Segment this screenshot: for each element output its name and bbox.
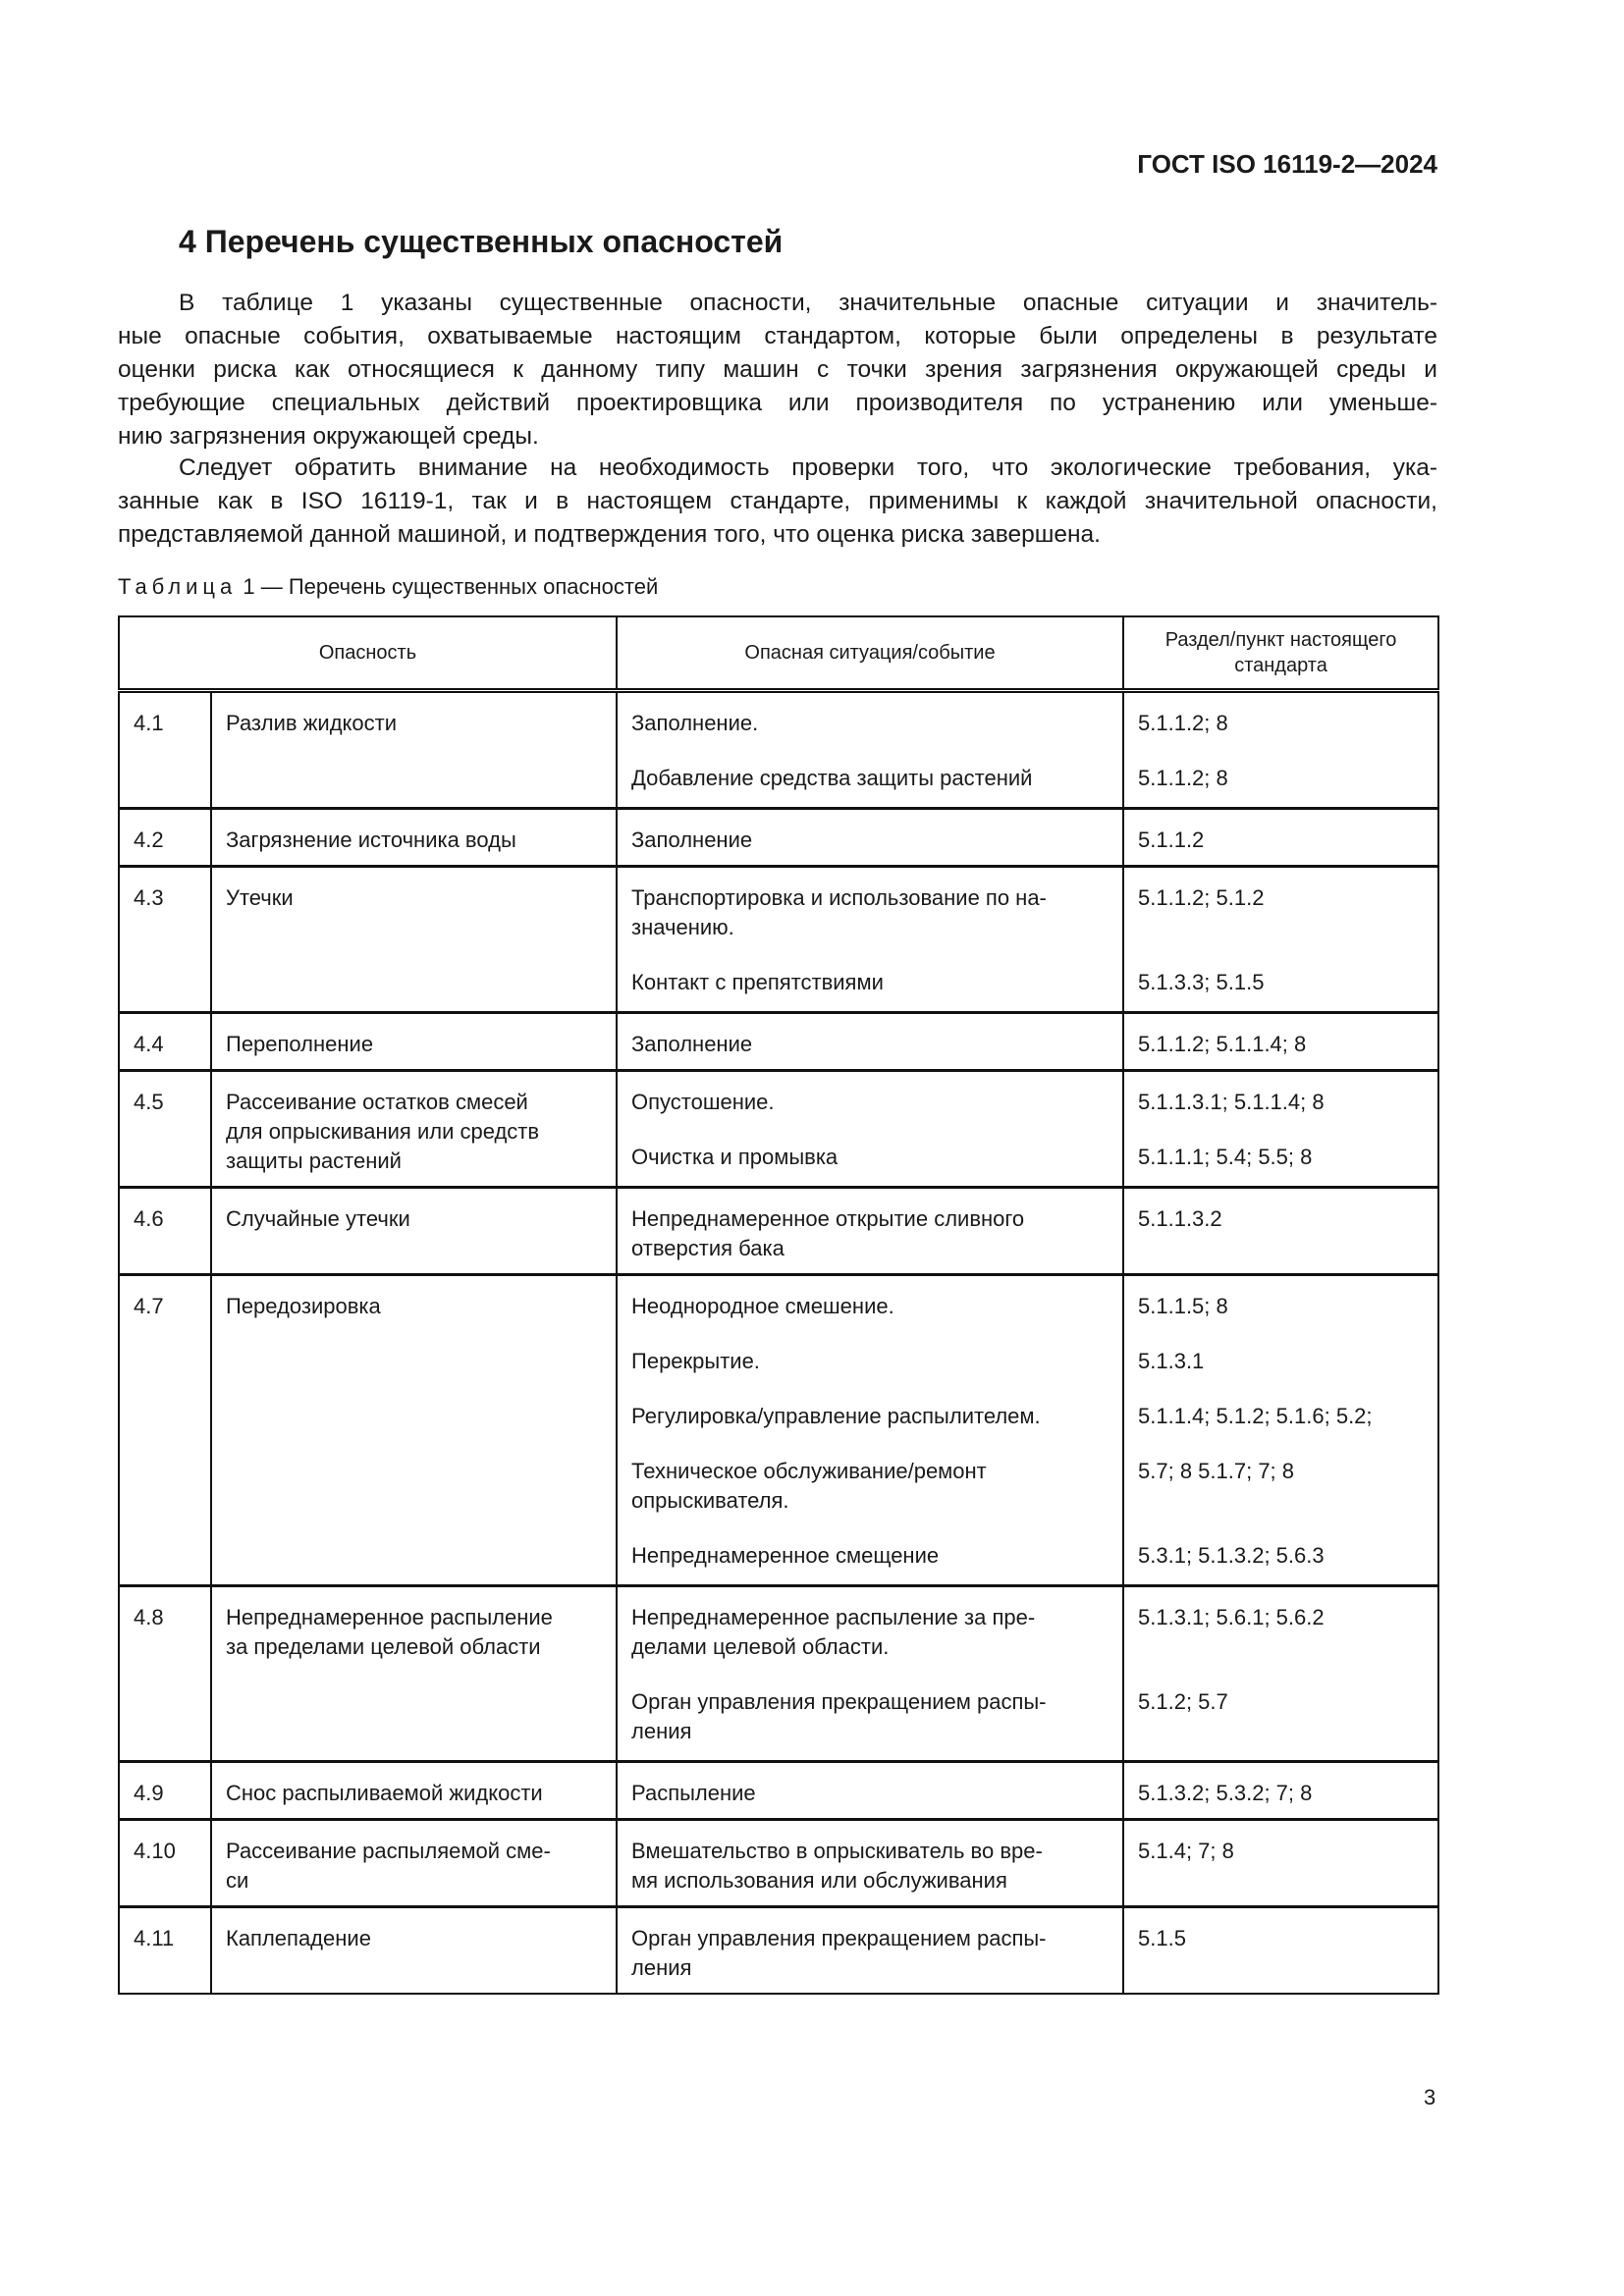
paragraph-line: представляемой данной машиной, и подтверждения того, что оценка риска завершена. <box>118 521 1101 548</box>
hazard-situation: Опустошение. <box>617 1071 1123 1130</box>
standard-reference: 5.1.1.4; 5.1.2; 5.1.6; 5.2; <box>1123 1388 1438 1443</box>
hazard-name: Каплепадение <box>211 1907 617 1995</box>
paragraph-line: требующие специальных действий проектировщика или производителя по устранению или уменьше- <box>118 390 1437 416</box>
hazard-number: 4.2 <box>119 809 211 867</box>
standard-reference: 5.1.3.3; 5.1.5 <box>1123 954 1438 1013</box>
standard-reference: 5.1.4; 7; 8 <box>1123 1820 1438 1907</box>
paragraph-line: оценки риска как относящиеся к данному типу машин с точки зрения загрязнения окружающей среды и <box>118 356 1437 383</box>
hazard-situation: Заполнение <box>617 1013 1123 1071</box>
paragraph-line: занные как в ISO 16119-1, так и в настоящем стандарте, применимы к каждой значительной опасности, <box>118 488 1437 514</box>
paragraph-line: ные опасные события, охватываемые настоящим стандартом, которые были определены в результате <box>118 323 1437 349</box>
hazard-number: 4.5 <box>119 1071 211 1188</box>
hazard-situation: Заполнение <box>617 809 1123 867</box>
standard-reference: 5.1.1.2 <box>1123 809 1438 867</box>
table-row <box>119 1071 1438 1130</box>
hazard-number: 4.6 <box>119 1188 211 1275</box>
hazard-situation: Техническое обслуживание/ремонт опрыскивателя. <box>617 1443 1123 1527</box>
hazard-number: 4.8 <box>119 1586 211 1762</box>
hazard-number: 4.4 <box>119 1013 211 1071</box>
standard-reference: 5.1.1.2; 5.1.2 <box>1123 867 1438 955</box>
hazard-situation: Распыление <box>617 1762 1123 1820</box>
standard-reference: 5.1.2; 5.7 <box>1123 1674 1438 1762</box>
standard-reference: 5.1.1.2; 8 <box>1123 691 1438 751</box>
header-hazard: Опасность <box>119 616 617 691</box>
table-row <box>119 1013 1438 1071</box>
hazard-situation: Непреднамеренное распыление за пре- делами целевой области. <box>617 1586 1123 1675</box>
table-row <box>119 809 1438 867</box>
hazard-situation: Перекрытие. <box>617 1333 1123 1388</box>
hazard-name: Передозировка <box>211 1275 617 1586</box>
hazard-name: Случайные утечки <box>211 1188 617 1275</box>
standard-reference: 5.1.3.2; 5.3.2; 7; 8 <box>1123 1762 1438 1820</box>
hazard-number: 4.1 <box>119 691 211 809</box>
section-heading: 4 Перечень существенных опасностей <box>179 224 784 259</box>
hazard-name: Непреднамеренное распыление за пределами целевой области <box>211 1586 617 1762</box>
paragraph-line: Следует обратить внимание на необходимость проверки того, что экологические требования, ука- <box>179 454 1437 481</box>
standard-reference: 5.1.1.5; 8 <box>1123 1275 1438 1334</box>
hazard-name: Рассеивание остатков смесей для опрыскивания или средств защиты растений <box>211 1071 617 1188</box>
hazard-number: 4.10 <box>119 1820 211 1907</box>
page-number: 3 <box>1424 2085 1436 2109</box>
hazard-situation: Заполнение. <box>617 691 1123 751</box>
hazard-situation: Добавление средства защиты растений <box>617 750 1123 809</box>
standard-reference: 5.3.1; 5.1.3.2; 5.6.3 <box>1123 1527 1438 1586</box>
standard-reference: 5.1.1.1; 5.4; 5.5; 8 <box>1123 1129 1438 1188</box>
hazard-situation: Орган управления прекращением распы- ления <box>617 1907 1123 1995</box>
hazard-situation: Орган управления прекращением распы- ления <box>617 1674 1123 1762</box>
hazard-number: 4.3 <box>119 867 211 1013</box>
table-row <box>119 1820 1438 1907</box>
standard-reference: 5.1.1.3.2 <box>1123 1188 1438 1275</box>
table-row <box>119 867 1438 955</box>
paragraph-1 <box>118 287 1437 454</box>
document-code: ГОСТ ISO 16119-2—2024 <box>1137 149 1437 179</box>
hazards-table <box>118 615 1439 1995</box>
hazard-name: Переполнение <box>211 1013 617 1071</box>
hazard-situation: Регулировка/управление распылителем. <box>617 1388 1123 1443</box>
table-caption <box>118 574 658 600</box>
hazard-situation: Контакт с препятствиями <box>617 954 1123 1013</box>
table-row <box>119 1907 1438 1995</box>
hazard-number: 4.7 <box>119 1275 211 1586</box>
standard-reference: 5.1.5 <box>1123 1907 1438 1995</box>
hazard-number: 4.9 <box>119 1762 211 1820</box>
header-situation: Опасная ситуация/событие <box>617 616 1123 691</box>
hazard-name: Снос распыливаемой жидкости <box>211 1762 617 1820</box>
standard-reference: 5.7; 8 5.1.7; 7; 8 <box>1123 1443 1438 1527</box>
standard-reference: 5.1.1.3.1; 5.1.1.4; 8 <box>1123 1071 1438 1130</box>
paragraph-line: нию загрязнения окружающей среды. <box>118 423 539 450</box>
standard-reference: 5.1.1.2; 5.1.1.4; 8 <box>1123 1013 1438 1071</box>
paragraph-line: В таблице 1 указаны существенные опасности, значительные опасные ситуации и значитель- <box>179 290 1437 316</box>
table-row <box>119 691 1438 751</box>
hazard-number: 4.11 <box>119 1907 211 1995</box>
standard-reference: 5.1.1.2; 8 <box>1123 750 1438 809</box>
hazard-situation: Непреднамеренное открытие сливного отверстия бака <box>617 1188 1123 1275</box>
hazard-name: Загрязнение источника воды <box>211 809 617 867</box>
hazard-situation: Непреднамеренное смещение <box>617 1527 1123 1586</box>
hazard-situation: Транспортировка и использование по на- значению. <box>617 867 1123 955</box>
table-row <box>119 1586 1438 1675</box>
hazard-name: Рассеивание распыляемой сме- си <box>211 1820 617 1907</box>
hazard-name: Разлив жидкости <box>211 691 617 809</box>
hazard-name: Утечки <box>211 867 617 1013</box>
table-caption-text: 1 — Перечень существенных опасностей <box>237 574 659 599</box>
hazard-situation: Вмешательство в опрыскиватель во вре- мя использования или обслуживания <box>617 1820 1123 1907</box>
table-caption-prefix: Таблица <box>118 574 238 599</box>
hazard-situation: Очистка и промывка <box>617 1129 1123 1188</box>
header-reference: Раздел/пункт настоящего стандарта <box>1123 616 1438 691</box>
table-header-row <box>119 616 1438 691</box>
table-row <box>119 1188 1438 1275</box>
hazard-situation: Неоднородное смешение. <box>617 1275 1123 1334</box>
standard-reference: 5.1.3.1 <box>1123 1333 1438 1388</box>
standard-reference: 5.1.3.1; 5.6.1; 5.6.2 <box>1123 1586 1438 1675</box>
paragraph-2 <box>118 452 1437 552</box>
table-row <box>119 1275 1438 1334</box>
table-row <box>119 1762 1438 1820</box>
